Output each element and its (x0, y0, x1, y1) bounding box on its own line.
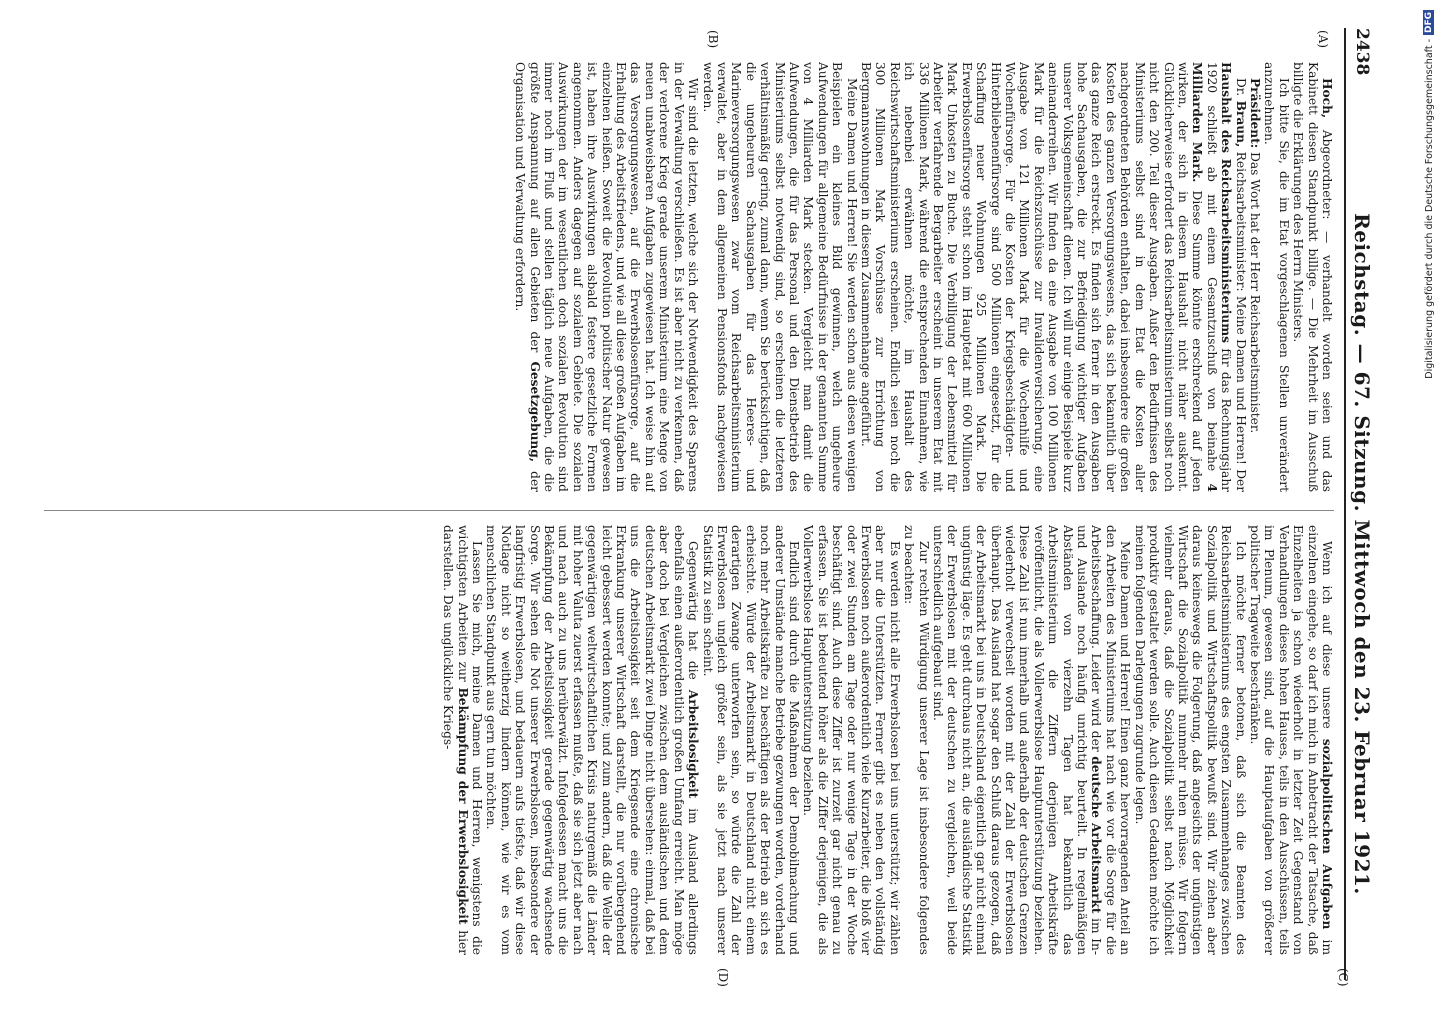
paragraph (1248, 525, 1334, 955)
paragraph (700, 62, 858, 492)
margin-marker-d: (D) (716, 968, 730, 987)
digitization-note: Digitalisierung gefördert durch die Deutsche Forschungsgemeinschaft - (1424, 39, 1434, 379)
paragraph-text: Lassen Sie mich, meine Damen und Herren, wenigstens die wichtigsten Arbeiten zur (456, 525, 484, 955)
emphasis: sozialpolitischen Aufgaben (1320, 739, 1334, 930)
emphasis: deutsche Arbeitsmarkt (1090, 756, 1104, 913)
paragraph-text: Ich möchte ferner betonen, daß sich die Beamten des Reichsarbeitsministeriums des engsten Zusammenhanges zwischen Sozialpolitik und Wirtschaftspolitik bewußt sind. Wir ziehen aber daraus keineswegs die Folgerung, daß angesichts der ungünstigen Wirtschaft die Sozialpolitik nunmehr ruhen müsse. Wir folgern vielmehr daraus, daß die Sozialpolitik selbst nach Möglichkeit produktiv gestaltet werden solle. Auch diesen Gedanken möchte ich meinen folgenden Darlegungen zugrunde legen. (1133, 525, 1248, 955)
paragraph-text: im Ausland allerdings ebenfalls einen außerordentlich großen Umfang erreicht. Man möge aber doch bei Vergleichen zwischen dem ausländischen und dem deutschen Arbeitsmarkt zwei Dinge nicht übersehen: einmal, daß bei uns die Arbeitslosigkeit seit dem Kriegsende eine chronische Erkrankung unserer Wirtschaft darstellt, die nur vorübergehend leicht gebessert werden konnte; und zum andern, daß die Welle der gegenwärtigen weltwirtschaftlichen Krisis naturgemäß die Länder mit hoher Valuta zuerst erfassen mußte, daß sie sich jetzt aber nach und nach auch zu uns herüberwälzt. Infolgedessen macht uns die Bekämpfung der Arbeitslosigkeit gerade gegenwärtig wachsende Sorge. Wir sehen die Not unserer Erwerbslosen, insbesondere der langfristig Erwerbslosen, und bedauern aufs tiefste, daß wir diese Notlage nicht so weitherzig lindern können, wie wir es vom menschlichen Standpunkt aus gern tun möchten. (484, 525, 700, 955)
page-number: 2438 (1352, 28, 1372, 75)
margin-marker-c: (C) (1336, 968, 1350, 987)
speaker-title: Dr. (1234, 78, 1248, 96)
paragraph (1132, 525, 1247, 955)
paragraph (859, 62, 1248, 492)
paragraph-text: Zur rechten Würdigung unserer Lage ist insbesondere folgendes zu beachten: (902, 525, 930, 955)
paragraph-text: Das Wort hat der Herr Reichsarbeitsminister. (1248, 152, 1262, 433)
paragraph (513, 62, 700, 492)
paragraph-text: Gegenwärtig hat die (686, 541, 700, 680)
column-divider (44, 510, 1334, 511)
speaker-name: Präsident: (1248, 78, 1262, 148)
paragraph-text: Abgeordneter: — verhandelt worden seien und das Kabinett diesen Standpunkt billige. — Die Mehrheit im Ausschuß billigte die Erklärungen des Herrn Ministers. (1291, 62, 1334, 492)
digitization-sidebar (1423, 0, 1434, 1010)
emphasis: Arbeitslosigkeit (686, 690, 700, 799)
paragraph (801, 525, 902, 955)
paragraph-text: im In- und Auslande noch häufig unrichtig beurteilt. In regelmäßigen Abständen von vierzehn Tagen hat bekanntlich das Arbeitsministerium die Ziffern derjenigen Arbeitskräfte veröffentlicht, die als Vollerwerbslose Hauptunterstützung beziehen. Diese Zahl ist nun innerhalb und außerhalb der deutschen Grenzen wiederholt verwechselt worden mit der Zahl der Erwerbslosen überhaupt. Das Ausland hat sogar den Schluß daraus gezogen, daß der Arbeitsmarkt bei uns in Deutschland eigentlich gar nicht einmal ungünstig läge. Es geht durchaus nicht an, die ausländische Statistik der Erwerbslosen mit der deutschen zu vergleichen, weil beide unterschiedlich aufgebaut sind. (931, 525, 1103, 955)
paragraph (1262, 62, 1291, 492)
paragraph-text: Endlich sind durch die Maßnahmen der Demobilmachung und anderer Umstände manche Betriebe gezwungen worden, vorderhand noch mehr Arbeitskräfte zu beschäftigen als der Betrieb an sich es erheischte. Würde der Arbeitsmarkt in Deutschland nicht einem derartigen Zwange unterworfen sein, so würde die Zahl der Erwerbslosen ungleich größer sein, als sie jetzt nach unserer Statistik zu sein scheint. (701, 525, 801, 955)
speaker-name: Hoch, (1320, 78, 1334, 118)
left-column (34, 62, 1334, 492)
paragraph-text: Es werden nicht alle Erwerbslosen bei uns unterstützt; wir zählen aber nur die Unterstützten. Ferner gibt es neben den vollständig Erwerbslosen noch außerordentlich viele Kurzarbeiter, die bloß vier oder zwei Stunden am Tage oder nur wenige Tage in der Woche beschäftigt sind. Auch diese Ziffer ist zurzeit gar nicht genau zu erfassen. Sie ist bedeutend höher als die Ziffer derjenigen, die als Vollerwerbslose Hauptunterstützung beziehen. (801, 525, 901, 955)
paragraph (700, 525, 801, 955)
margin-marker-b: (B) (706, 30, 720, 48)
emphasis: 4 Milliarden Mark. (1190, 62, 1218, 492)
paragraph-text: Wenn ich auf diese unsere (1320, 541, 1334, 729)
paragraph-text: Meine Damen und Herren! Einen ganz hervorragenden Anteil an den Arbeiten des Ministeriums hat nach wie vor die Sorge für die Arbeitsbeschaffung. Leider wird der (1090, 525, 1133, 955)
paragraph (441, 525, 484, 955)
paragraph-text: im einzelnen eingehe, so darf ich mich in Anbetracht der Tatsache, daß Einzelheiten ja schon wiederholt in letzter Zeit Gegenstand von Verhandlungen dieses hohen Hauses, teils in den Ausschüssen, teils im Plenum, gewesen sind, auf die Hauptaufgaben von größerer politischer Tragweite beschränken. (1248, 525, 1334, 955)
running-head: Reichstag. — 67. Sitzung. Mittwoch den 23. Februar 1921. (1350, 128, 1374, 980)
emphasis: Bekämpfung der Erwerbslosigkeit (456, 687, 470, 924)
paragraph-text: Meine Damen und Herren! Sie werden schon aus diesen wenigen Beispielen ein kleines Bild gewinnen, welch ungeheure Aufwendungen für allgemeine Bedürfnisse in der genannten Summe von 4 Milliarden Mark stecken. Vergleicht man damit die Aufwendungen, die für das Personal und den Dienstbetrieb des Ministeriums selbst notwendig sind, so erscheinen die letzteren verhältnismäßig gering, zumal dann, wenn Sie berücksichtigen, daß die ungeheuren Sachausgaben für das Heeres- und Marineversorgungswesen zwar vom Reichsarbeitsministerium verwaltet, aber in dem allgemeinen Pensionsfonds nachgewiesen werden. (701, 62, 859, 492)
margin-marker-a: (A) (1316, 30, 1330, 48)
paragraph-text: Wir sind die letzten, welche sich der Notwendigkeit des Sparens in der Verwaltung verschließen. Es ist aber nicht zu verkennen, daß der verlorene Krieg gerade unserem Ministerium eine Menge von neuen unabweisbaren Aufgaben zugewiesen hat. Ich weise hin auf das Versorgungswesen, auf die Erwerbslosenfürsorge, auf die Erhaltung des Arbeitsfriedens, und wie all diese großen Aufgaben im einzelnen heißen. Soweit die Revolution politischer Natur gewesen ist, haben ihre Auswirkungen alsbald festere gesetzliche Formen angenommen. Anders dagegen auf sozialem Gebiete. Die sozialen Auswirkungen der im wesentlichen doch sozialen Revolution sind immer noch im Fluß und stellen täglich neue Aufgaben, die die größte Anspannung auf allen Gebieten der (528, 62, 700, 492)
right-column (34, 525, 1334, 955)
speaker-name: Braun, (1234, 101, 1248, 148)
paragraph (931, 525, 1133, 955)
paragraph-text: der Organisation und Verwaltung erfordern. (513, 62, 541, 492)
paragraph-text: für das Rechnungsjahr 1920 schließt ab mit einem Gesamtzuschuß von beinahe (1205, 62, 1233, 492)
paragraph-text: Reichsarbeitsminister: Meine Damen und Herren! Der (1234, 152, 1248, 492)
paragraph (1291, 62, 1334, 492)
emphasis: Gesetzgebung, (528, 361, 542, 462)
paragraph-text: Diese Summe könnte erschreckend auf jeden wirken, der sich in diesem Haushalt nicht näher auskennt. Glücklicherweise erfordert das Reichsarbeitsministerium selbst noch nicht den 200. Teil dieser Ausgaben. Außer den Bedürfnissen des Ministeriums selbst sind in dem Etat die Kosten aller nachgeordneten Behörden enthalten, dabei insbesondere die großen Kosten des ganzen Versorgungswesens, das sich bekanntlich über das ganze Reich erstreckt. Es finden sich ferner in den Ausgaben hohe Sachausgaben, die zur Befriedigung wichtiger Aufgaben unserer Volksgemeinschaft dienen. Ich will nur einige Beispiele kurz aneinanderreihen. Wir finden da eine Ausgabe von 100 Millionen Mark für die Reichszuschüsse zur Invalidenversicherung, eine Ausgabe von 121 Millionen Mark für die Wochenhilfe und Wochenfürsorge. Für die Kosten der Kriegsbeschädigten- und Hinterbliebenenfürsorge sind 500 Millionen eingesetzt, für die Schaffung neuer Wohnungen 925 Millionen Mark. Die Erwerbslosenfürsorge steht schon im Hauptetat mit 600 Millionen Mark Unkosten zu Buche. Die Verbilligung der Lebensmittel für Arbeiter verfahrende Bergarbeiter erscheint in unserem Etat mit 336 Millionen Mark, während die entsprechenden Einnahmen, wie ich nebenbei erwähnen möchte, im Haushalt des Reichswirtschaftsministeriums erscheinen. Endlich seien noch die 300 Millionen Mark Vorschüsse zur Errichtung von Bergmannswohnungen in diesem Zusammenhange angeführt. (859, 62, 1204, 492)
paragraph (1248, 62, 1262, 492)
dfg-logo: DFG (1423, 10, 1434, 35)
paragraph (484, 525, 700, 955)
emphasis: Haushalt des Reichsarbeitsministeriums (1219, 62, 1233, 343)
paragraph-text: hier darstellen. Das unglückliche Kriegs- (441, 525, 469, 955)
paragraph-text: Ich bitte Sie, die im Etat vorgeschlagenen Stellen unverändert anzunehmen. (1262, 62, 1290, 492)
page-header (1344, 28, 1380, 980)
paragraph (902, 525, 931, 955)
